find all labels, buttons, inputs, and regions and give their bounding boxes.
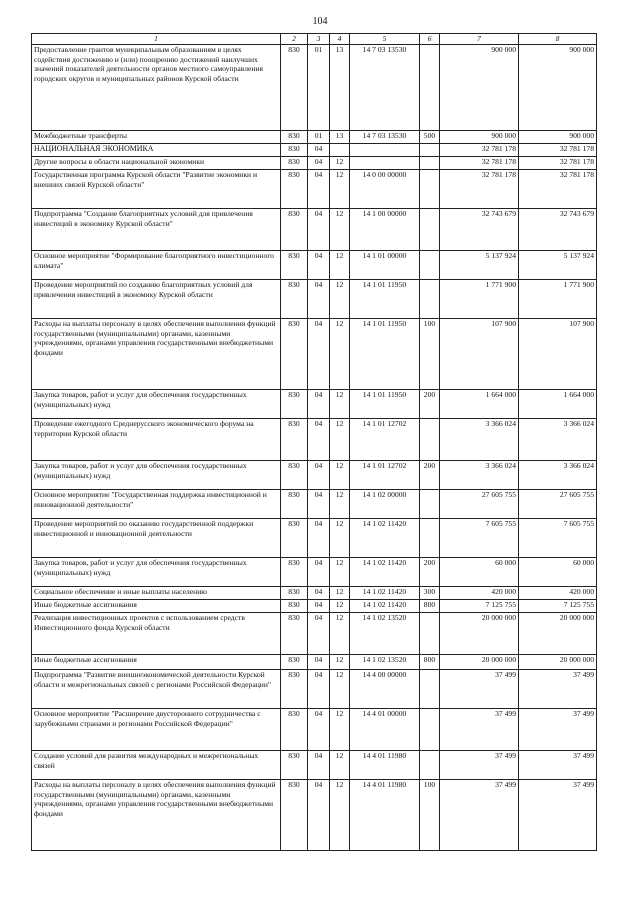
- section-code-cell: 04: [308, 251, 330, 280]
- target-article-cell: [350, 157, 420, 170]
- header-cell: 1: [32, 34, 281, 45]
- amount-cell-col7: 60 000: [440, 558, 519, 587]
- header-cell: 2: [281, 34, 308, 45]
- target-article-cell: [350, 144, 420, 157]
- expense-name-cell: Предоставление грантов муниципальным образованиям в целях содействия достижению и (или) поощрению достижений наилучших значений показателей деятельности органов местного самоуправления городских округов и муниципальных районов Курской области: [32, 45, 281, 131]
- table-row: [32, 613, 597, 655]
- ministry-code-cell: 830: [281, 280, 308, 319]
- expense-name-cell: Государственная программа Курской области "Развитие экономики и внешних связей Курской области": [32, 170, 281, 209]
- subsection-code-cell: [330, 144, 350, 157]
- expense-type-cell: 200: [420, 390, 440, 419]
- table-row: [32, 209, 597, 251]
- ministry-code-cell: 830: [281, 558, 308, 587]
- amount-cell-col7: 37 499: [440, 780, 519, 851]
- amount-cell-col8: 32 743 679: [519, 209, 597, 251]
- target-article-cell: 14 7 03 13530: [350, 45, 420, 131]
- header-cell: 8: [519, 34, 597, 45]
- ministry-code-cell: 830: [281, 390, 308, 419]
- table-row: [32, 157, 597, 170]
- expense-name-cell: Иные бюджетные ассигнования: [32, 600, 281, 613]
- amount-cell-col8: 5 137 924: [519, 251, 597, 280]
- amount-cell-col8: 107 900: [519, 319, 597, 390]
- subsection-code-cell: 12: [330, 461, 350, 490]
- expense-type-cell: 800: [420, 655, 440, 670]
- amount-cell-col7: 900 000: [440, 131, 519, 144]
- header-cell: 6: [420, 34, 440, 45]
- ministry-code-cell: 830: [281, 461, 308, 490]
- expense-name-cell: Основное мероприятие "Государственная поддержка инвестиционной и инновационной деятельности": [32, 490, 281, 519]
- expense-name-cell: Подпрограмма "Создание благоприятных условий для привлечения инвестиций в экономику Курской области": [32, 209, 281, 251]
- target-article-cell: 14 1 02 11420: [350, 558, 420, 587]
- section-code-cell: 04: [308, 490, 330, 519]
- ministry-code-cell: 830: [281, 45, 308, 131]
- expense-type-cell: [420, 144, 440, 157]
- amount-cell-col7: 32 781 178: [440, 170, 519, 209]
- amount-cell-col7: 20 000 000: [440, 613, 519, 655]
- table-row: [32, 709, 597, 751]
- ministry-code-cell: 830: [281, 419, 308, 461]
- target-article-cell: 14 1 02 00000: [350, 490, 420, 519]
- amount-cell-col8: 37 499: [519, 751, 597, 780]
- ministry-code-cell: 830: [281, 587, 308, 600]
- amount-cell-col8: 32 781 178: [519, 157, 597, 170]
- amount-cell-col7: 1 664 000: [440, 390, 519, 419]
- ministry-code-cell: 830: [281, 170, 308, 209]
- expense-type-cell: [420, 613, 440, 655]
- expense-name-cell: Проведение ежегодного Среднерусского экономического форума на территории Курской области: [32, 419, 281, 461]
- ministry-code-cell: 830: [281, 319, 308, 390]
- expense-name-cell: Расходы на выплаты персоналу в целях обеспечения выполнения функций государственными (муниципальными) органами, казенными учреждениями, органами управления государственными внебюджетными фондами: [32, 780, 281, 851]
- table-row: [32, 655, 597, 670]
- subsection-code-cell: 12: [330, 319, 350, 390]
- section-code-cell: 04: [308, 600, 330, 613]
- target-article-cell: 14 1 01 12702: [350, 461, 420, 490]
- amount-cell-col7: 900 000: [440, 45, 519, 131]
- expense-type-cell: 100: [420, 780, 440, 851]
- subsection-code-cell: 12: [330, 419, 350, 461]
- amount-cell-col7: 7 605 755: [440, 519, 519, 558]
- amount-cell-col8: 37 499: [519, 709, 597, 751]
- ministry-code-cell: 830: [281, 751, 308, 780]
- amount-cell-col7: 5 137 924: [440, 251, 519, 280]
- target-article-cell: 14 0 00 00000: [350, 170, 420, 209]
- table-row: [32, 490, 597, 519]
- target-article-cell: 14 1 01 11950: [350, 390, 420, 419]
- section-code-cell: 04: [308, 558, 330, 587]
- section-code-cell: 04: [308, 751, 330, 780]
- ministry-code-cell: 830: [281, 709, 308, 751]
- amount-cell-col8: 1 771 900: [519, 280, 597, 319]
- expense-name-cell: Закупка товаров, работ и услуг для обеспечения государственных (муниципальных) нужд: [32, 390, 281, 419]
- table-row: [32, 280, 597, 319]
- target-article-cell: 14 1 00 00000: [350, 209, 420, 251]
- ministry-code-cell: 830: [281, 157, 308, 170]
- header-row: [32, 34, 597, 45]
- amount-cell-col8: 32 781 178: [519, 170, 597, 209]
- expense-name-cell: Расходы на выплаты персоналу в целях обеспечения выполнения функций государственными (муниципальными) органами, казенными учреждениями, органами управления государственными внебюджетными фондами: [32, 319, 281, 390]
- expense-type-cell: [420, 670, 440, 709]
- amount-cell-col8: 32 781 178: [519, 144, 597, 157]
- subsection-code-cell: 12: [330, 390, 350, 419]
- subsection-code-cell: 12: [330, 587, 350, 600]
- header-cell: 7: [440, 34, 519, 45]
- header-cell: 4: [330, 34, 350, 45]
- amount-cell-col8: 3 366 024: [519, 461, 597, 490]
- page-number: 104: [312, 16, 328, 27]
- amount-cell-col8: 900 000: [519, 45, 597, 131]
- expense-type-cell: [420, 45, 440, 131]
- expense-type-cell: [420, 519, 440, 558]
- ministry-code-cell: 830: [281, 613, 308, 655]
- expense-name-cell: НАЦИОНАЛЬНАЯ ЭКОНОМИКА: [32, 144, 281, 157]
- section-code-cell: 04: [308, 170, 330, 209]
- header-cell: 3: [308, 34, 330, 45]
- amount-cell-col8: 37 499: [519, 780, 597, 851]
- amount-cell-col7: 37 499: [440, 709, 519, 751]
- amount-cell-col7: 420 000: [440, 587, 519, 600]
- expense-name-cell: Проведение мероприятий по созданию благоприятных условий для привлечения инвестиций в экономику Курской области: [32, 280, 281, 319]
- section-code-cell: 04: [308, 655, 330, 670]
- amount-cell-col7: 32 743 679: [440, 209, 519, 251]
- expense-name-cell: Закупка товаров, работ и услуг для обеспечения государственных (муниципальных) нужд: [32, 558, 281, 587]
- expense-name-cell: Реализация инвестиционных проектов с использованием средств Инвестиционного фонда Курской области: [32, 613, 281, 655]
- table-row: [32, 144, 597, 157]
- target-article-cell: 14 1 02 11420: [350, 587, 420, 600]
- section-code-cell: 04: [308, 280, 330, 319]
- expense-name-cell: Закупка товаров, работ и услуг для обеспечения государственных (муниципальных) нужд: [32, 461, 281, 490]
- table-row: [32, 519, 597, 558]
- ministry-code-cell: 830: [281, 655, 308, 670]
- table-row: [32, 131, 597, 144]
- subsection-code-cell: 12: [330, 751, 350, 780]
- section-code-cell: 04: [308, 587, 330, 600]
- amount-cell-col7: 1 771 900: [440, 280, 519, 319]
- section-code-cell: 04: [308, 319, 330, 390]
- section-code-cell: 04: [308, 419, 330, 461]
- table-row: [32, 587, 597, 600]
- ministry-code-cell: 830: [281, 131, 308, 144]
- expense-type-cell: [420, 751, 440, 780]
- table-row: [32, 670, 597, 709]
- amount-cell-col8: 7 605 755: [519, 519, 597, 558]
- amount-cell-col7: 20 000 000: [440, 655, 519, 670]
- header-cell: 5: [350, 34, 420, 45]
- expense-type-cell: 200: [420, 558, 440, 587]
- expense-type-cell: 100: [420, 319, 440, 390]
- amount-cell-col7: 37 499: [440, 670, 519, 709]
- amount-cell-col7: 3 366 024: [440, 461, 519, 490]
- expense-type-cell: [420, 251, 440, 280]
- table-row: [32, 170, 597, 209]
- expense-name-cell: Проведение мероприятий по оказанию государственной поддержки инвестиционной и инновационной деятельности: [32, 519, 281, 558]
- amount-cell-col8: 7 125 755: [519, 600, 597, 613]
- ministry-code-cell: 830: [281, 144, 308, 157]
- expense-name-cell: Основное мероприятие "Формирование благоприятного инвестиционного климата": [32, 251, 281, 280]
- section-code-cell: 04: [308, 613, 330, 655]
- amount-cell-col8: 20 000 000: [519, 613, 597, 655]
- target-article-cell: 14 1 01 11950: [350, 319, 420, 390]
- ministry-code-cell: 830: [281, 600, 308, 613]
- amount-cell-col8: 900 000: [519, 131, 597, 144]
- amount-cell-col8: 27 605 755: [519, 490, 597, 519]
- expense-type-cell: [420, 709, 440, 751]
- table-row: [32, 751, 597, 780]
- expense-name-cell: Подпрограмма "Развитие внешнеэкономической деятельности Курской области и межрегиональных связей с регионами Российской Федерации": [32, 670, 281, 709]
- amount-cell-col7: 32 781 178: [440, 144, 519, 157]
- expense-name-cell: Иные бюджетные ассигнования: [32, 655, 281, 670]
- expense-type-cell: [420, 170, 440, 209]
- subsection-code-cell: 13: [330, 131, 350, 144]
- amount-cell-col7: 32 781 178: [440, 157, 519, 170]
- subsection-code-cell: 12: [330, 251, 350, 280]
- target-article-cell: 14 1 01 11950: [350, 280, 420, 319]
- target-article-cell: 14 1 01 12702: [350, 419, 420, 461]
- subsection-code-cell: 12: [330, 157, 350, 170]
- table-row: [32, 251, 597, 280]
- amount-cell-col7: 7 125 755: [440, 600, 519, 613]
- table-row: [32, 390, 597, 419]
- target-article-cell: 14 1 02 13520: [350, 655, 420, 670]
- target-article-cell: 14 1 02 13520: [350, 613, 420, 655]
- expense-name-cell: Социальное обеспечение и иные выплаты населению: [32, 587, 281, 600]
- expense-type-cell: 300: [420, 587, 440, 600]
- section-code-cell: 04: [308, 461, 330, 490]
- table-row: [32, 780, 597, 851]
- expense-type-cell: 500: [420, 131, 440, 144]
- section-code-cell: 04: [308, 144, 330, 157]
- expense-type-cell: [420, 419, 440, 461]
- expense-type-cell: 200: [420, 461, 440, 490]
- amount-cell-col8: 60 000: [519, 558, 597, 587]
- target-article-cell: 14 1 02 11420: [350, 600, 420, 613]
- amount-cell-col8: 3 366 024: [519, 419, 597, 461]
- subsection-code-cell: 12: [330, 600, 350, 613]
- amount-cell-col8: 420 000: [519, 587, 597, 600]
- budget-table: [31, 33, 597, 851]
- ministry-code-cell: 830: [281, 209, 308, 251]
- expense-name-cell: Основное мероприятие "Расширение двустороннего сотрудничества с зарубежными странами и регионами Российской Федерации": [32, 709, 281, 751]
- section-code-cell: 01: [308, 131, 330, 144]
- target-article-cell: 14 1 02 11420: [350, 519, 420, 558]
- subsection-code-cell: 12: [330, 558, 350, 587]
- amount-cell-col7: 107 900: [440, 319, 519, 390]
- section-code-cell: 04: [308, 780, 330, 851]
- amount-cell-col7: 3 366 024: [440, 419, 519, 461]
- amount-cell-col8: 1 664 000: [519, 390, 597, 419]
- expense-type-cell: 800: [420, 600, 440, 613]
- expense-type-cell: [420, 157, 440, 170]
- ministry-code-cell: 830: [281, 670, 308, 709]
- section-code-cell: 01: [308, 45, 330, 131]
- subsection-code-cell: 12: [330, 670, 350, 709]
- table-row: [32, 558, 597, 587]
- subsection-code-cell: 12: [330, 280, 350, 319]
- subsection-code-cell: 12: [330, 490, 350, 519]
- ministry-code-cell: 830: [281, 251, 308, 280]
- target-article-cell: 14 4 00 00000: [350, 670, 420, 709]
- section-code-cell: 04: [308, 709, 330, 751]
- target-article-cell: 14 4 01 00000: [350, 709, 420, 751]
- amount-cell-col8: 37 499: [519, 670, 597, 709]
- section-code-cell: 04: [308, 519, 330, 558]
- expense-name-cell: Межбюджетные трансферты: [32, 131, 281, 144]
- expense-name-cell: Создание условий для развития международных и межрегиональных связей: [32, 751, 281, 780]
- expense-type-cell: [420, 490, 440, 519]
- table-row: [32, 600, 597, 613]
- ministry-code-cell: 830: [281, 519, 308, 558]
- amount-cell-col8: 20 000 000: [519, 655, 597, 670]
- expense-type-cell: [420, 280, 440, 319]
- section-code-cell: 04: [308, 157, 330, 170]
- section-code-cell: 04: [308, 670, 330, 709]
- table-row: [32, 461, 597, 490]
- target-article-cell: 14 7 03 13530: [350, 131, 420, 144]
- subsection-code-cell: 12: [330, 780, 350, 851]
- amount-cell-col7: 37 499: [440, 751, 519, 780]
- target-article-cell: 14 4 01 11980: [350, 780, 420, 851]
- subsection-code-cell: 13: [330, 45, 350, 131]
- subsection-code-cell: 12: [330, 209, 350, 251]
- ministry-code-cell: 830: [281, 490, 308, 519]
- section-code-cell: 04: [308, 209, 330, 251]
- subsection-code-cell: 12: [330, 655, 350, 670]
- table-row: [32, 419, 597, 461]
- target-article-cell: 14 1 01 00000: [350, 251, 420, 280]
- amount-cell-col7: 27 605 755: [440, 490, 519, 519]
- table-row: [32, 45, 597, 131]
- ministry-code-cell: 830: [281, 780, 308, 851]
- expense-type-cell: [420, 209, 440, 251]
- subsection-code-cell: 12: [330, 519, 350, 558]
- target-article-cell: 14 4 01 11980: [350, 751, 420, 780]
- table-row: [32, 319, 597, 390]
- subsection-code-cell: 12: [330, 709, 350, 751]
- section-code-cell: 04: [308, 390, 330, 419]
- subsection-code-cell: 12: [330, 613, 350, 655]
- subsection-code-cell: 12: [330, 170, 350, 209]
- expense-name-cell: Другие вопросы в области национальной экономики: [32, 157, 281, 170]
